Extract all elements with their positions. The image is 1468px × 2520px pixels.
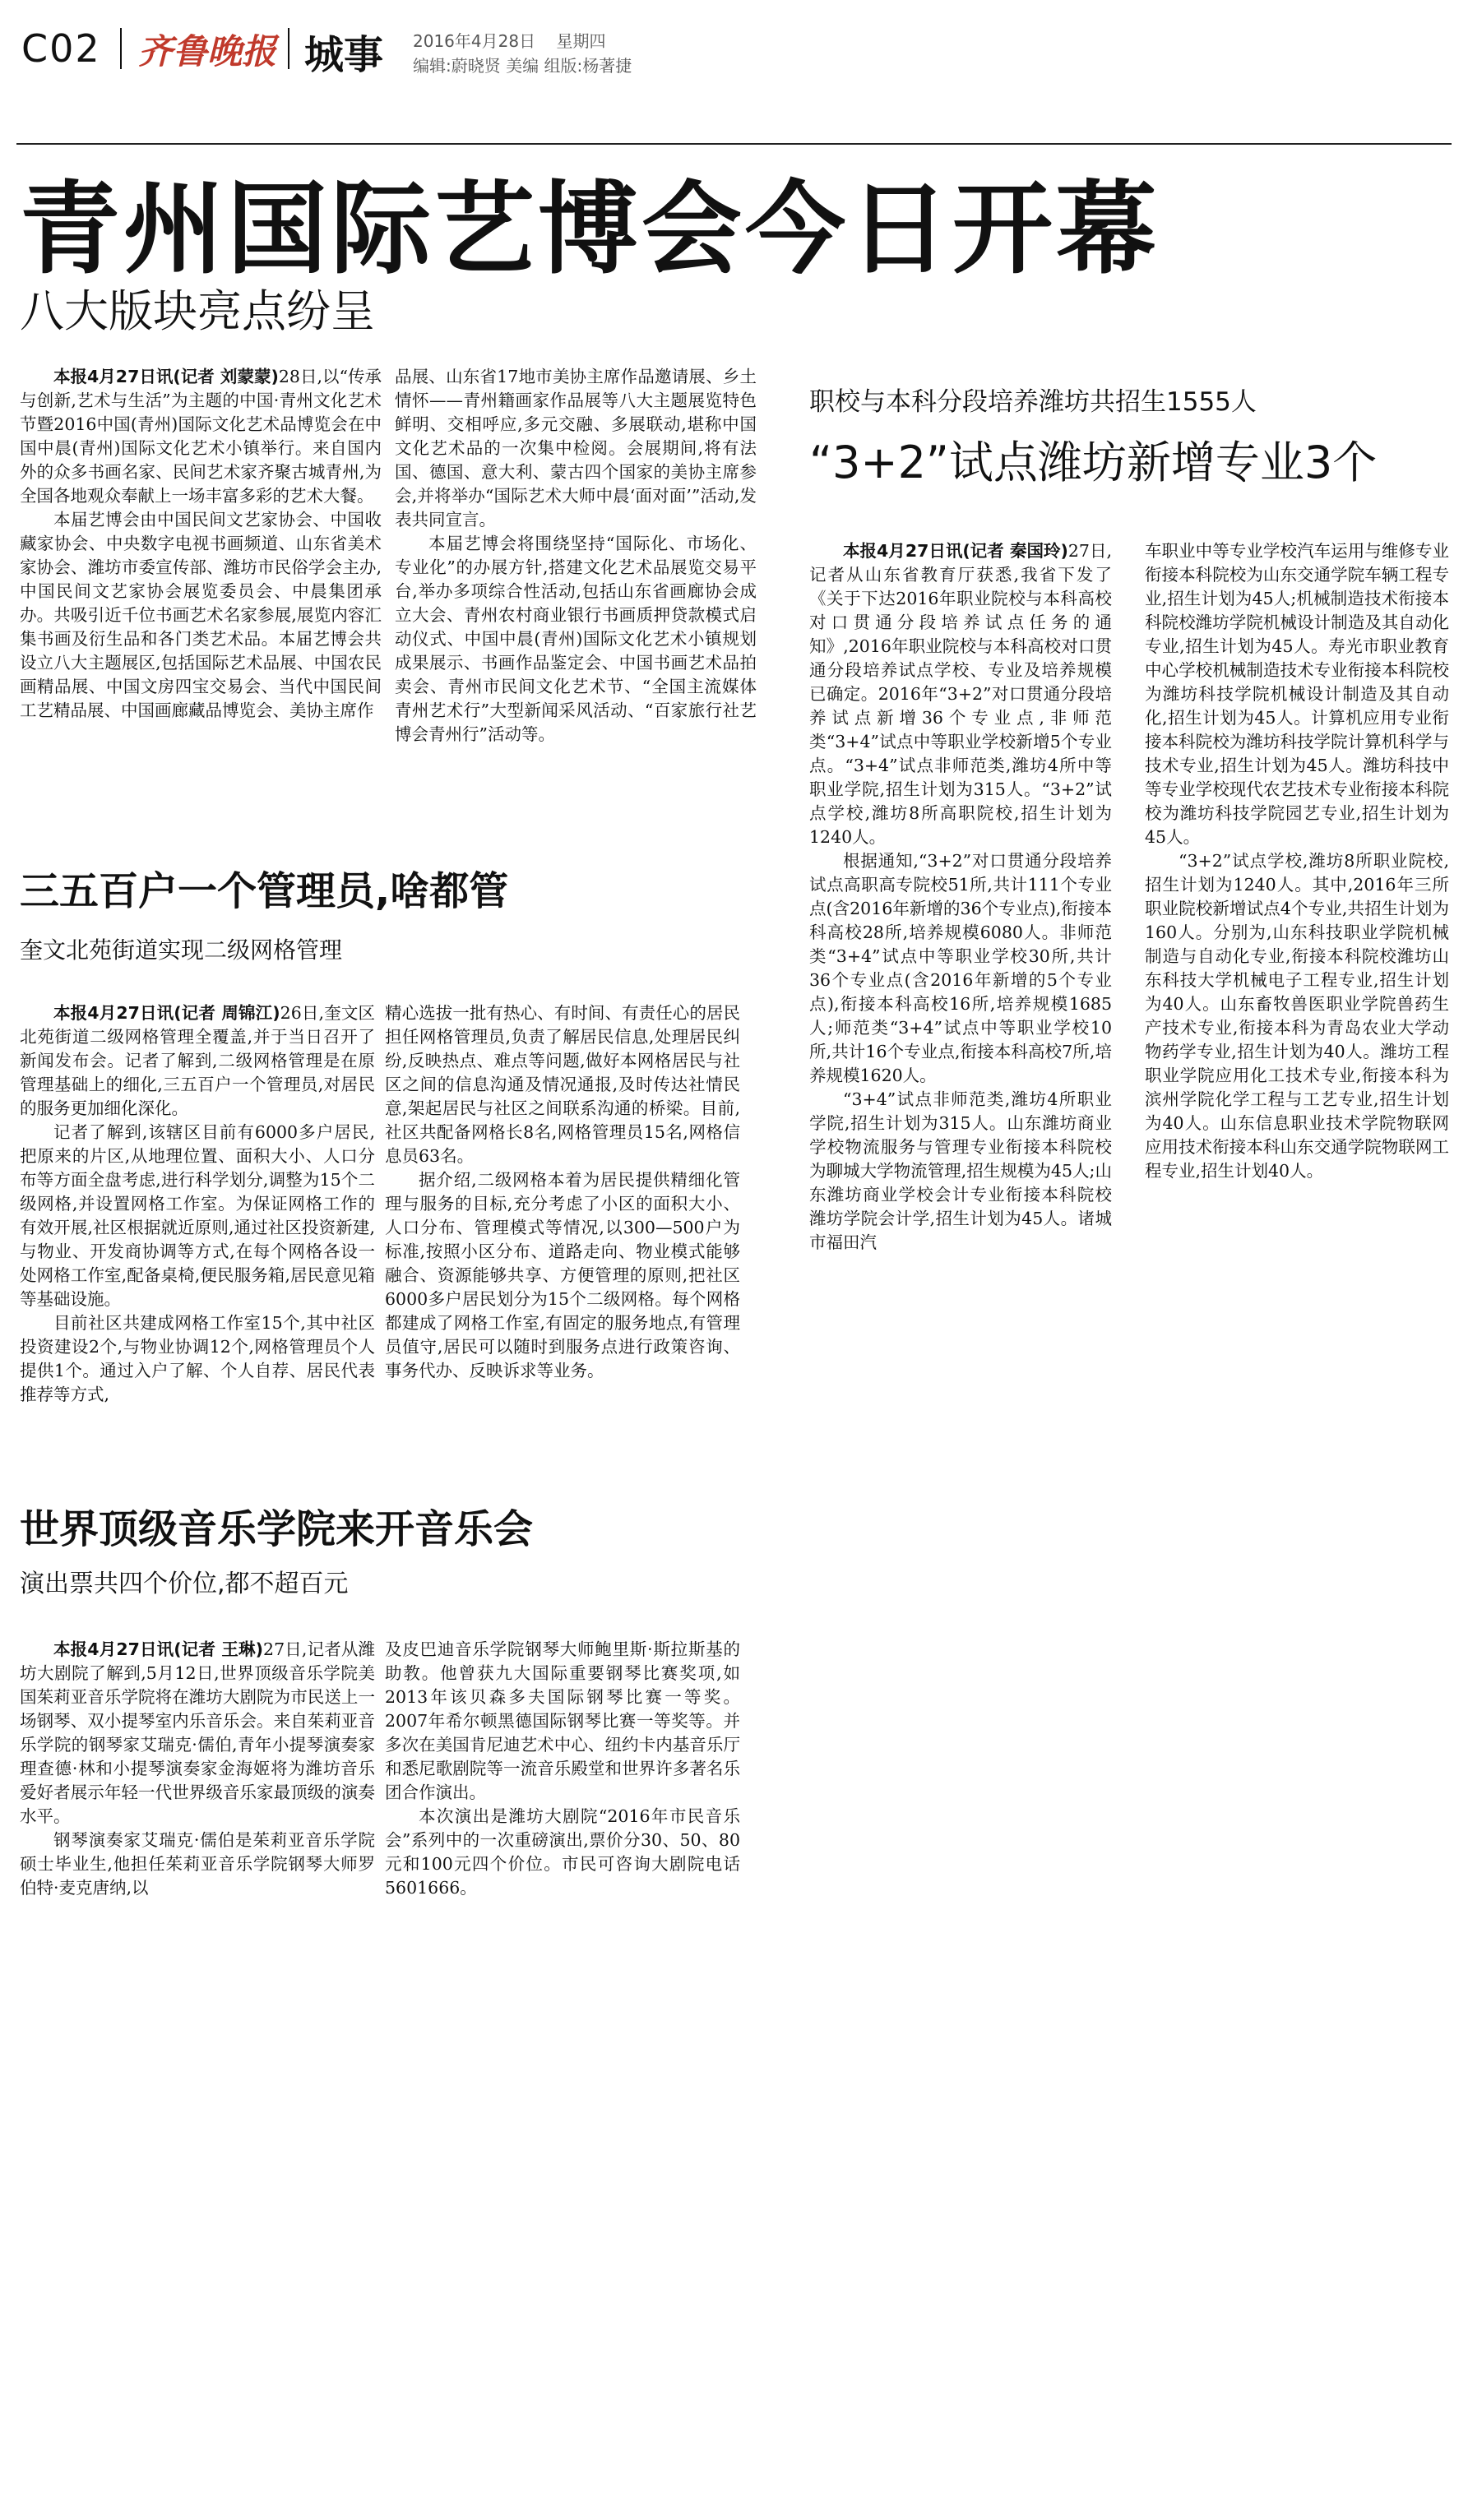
page-number: C02 (21, 26, 101, 71)
article-paragraph: 目前社区共建成网格工作室15个,其中社区投资建设2个,与物业协调12个,网格管理员个人提供1个。通过入户了解、个人自荐、居民代表推荐等方式, (20, 1313, 375, 1404)
article-paragraph: 品展、山东省17地市美协主席作品邀请展、乡土情怀——青州籍画家作品展等八大主题展览特色鲜明、交相呼应,多元交融、多展联动,堪称中国文化艺术品的一次集中检阅。会展期间,将有法国、德国、意大利、蒙古四个国家的美协主席参会,并将举办“国际艺术大师中晨‘面对面’”活动,发表共同宣言。 (395, 367, 757, 529)
page-header (16, 15, 1452, 78)
article-paragraph: 及皮巴迪音乐学院钢琴大师鲍里斯·斯拉斯基的助教。他曾获九大国际重要钢琴比赛奖项,如2013年该贝森多夫国际钢琴比赛一等奖。2007年希尔顿黑德国际钢琴比赛一等奖等。并多次在美国肯尼迪艺术中心、纽约卡内基音乐厅和悉尼歌剧院等一流音乐殿堂和世界许多著名乐团合作演出。 (385, 1639, 740, 1802)
divider (288, 28, 289, 69)
vocational-kicker: 职校与本科分段培养潍坊共招生1555人 (809, 387, 1257, 417)
divider (120, 28, 122, 69)
article-paragraph: 据介绍,二级网格本着为居民提供精细化管理与服务的目标,充分考虑了小区的面积大小、人口分布、管理模式等情况,以300—500户为标准,按照小区分布、道路走向、物业模式能够融合、资源能够共享、方便管理的原则,把社区6000多户居民划分为15个二级网格。每个网格都建成了网格工作室,有固定的服务地点,有管理员值守,居民可以随时到服务点进行政策咨询、事务代办、反映诉求等业务。 (385, 1170, 740, 1380)
vocational-headline: “3+2”试点潍坊新增专业3个 (809, 437, 1378, 488)
music-story-column-2 (385, 1638, 740, 1900)
lead-story-column-2 (395, 365, 757, 747)
grid-subheadline: 奎文北苑街道实现二级网格管理 (20, 936, 343, 964)
music-headline: 世界顶级音乐学院来开音乐会 (20, 1506, 534, 1552)
lead-subheadline: 八大版块亮点纷呈 (20, 285, 375, 337)
article-paragraph: 根据通知,“3+2”对口贯通分段培养试点高职高专院校51所,共计111个专业点(含2016年新增的36个专业点),衔接本科高校28所,培养规模6080人。非师范类“3+4”试点中等职业学校30所,共计36个专业点(含2016年新增的5个专业点),衔接本科高校16所,培养规模1685人;师范类“3+4”试点中等职业学校10所,共计16个专业点,衔接本科高校7所,培养规模1620人。 (809, 851, 1112, 1085)
editor-credits: 编辑:蔚晓贤 美编 组版:杨著捷 (413, 56, 632, 76)
byline: 本报4月27日讯(记者 周锦江) (53, 1003, 280, 1023)
byline: 本报4月27日讯(记者 秦国玲) (843, 541, 1068, 561)
article-paragraph: 精心选拔一批有热心、有时间、有责任心的居民担任网格管理员,负责了解居民信息,处理居民纠纷,反映热点、难点等问题,做好本网格居民与社区之间的信息沟通及情况通报,及时传达社情民意,架起居民与社区之间联系沟通的桥梁。目前,社区共配备网格长8名,网格管理员15名,网格信息员63名。 (385, 1003, 740, 1166)
issue-date: 2016年4月28日 (413, 31, 536, 51)
article-paragraph: 钢琴演奏家艾瑞克·儒伯是茱莉亚音乐学院硕士毕业生,他担任茱莉亚音乐学院钢琴大师罗伯特·麦克唐纳,以 (20, 1830, 375, 1898)
vocational-story-column-2 (1145, 539, 1449, 1183)
newspaper-logo: 齐鲁晚报 (138, 31, 277, 72)
lead-headline: 青州国际艺博会今日开幕 (20, 171, 1160, 288)
article-paragraph: 本届艺博会由中国民间文艺家协会、中国收藏家协会、中央数字电视书画频道、山东省美术家协会、潍坊市委宣传部、潍坊市民俗学会主办,中国民间文艺家协会展览委员会、中晨集团承办。共吸引近千位书画艺术名家参展,展览内容汇集书画及衍生品和各门类艺术品。本届艺博会共设立八大主题展区,包括国际艺术品展、中国农民画精品展、中国文房四宝交易会、当代中国民间工艺精品展、中国画廊藏品博览会、美协主席作 (20, 510, 382, 720)
header-rule (16, 143, 1452, 145)
article-paragraph: 本报4月27日讯(记者 秦国玲)27日,记者从山东省教育厅获悉,我省下发了《关于下达2016年职业院校与本科高校对口贯通分段培养试点任务的通知》,2016年职业院校与本科高校对口贯通分段培养试点学校、专业及培养规模已确定。2016年“3+2”对口贯通分段培养试点新增36个专业点,非师范类“3+4”试点中等职业学校新增5个专业点。“3+4”试点非师范类,潍坊4所中等职业学院,招生计划为315人。“3+2”试点学校,潍坊8所高职院校,招生计划为1240人。 (809, 541, 1112, 847)
grid-story-column-1 (20, 1001, 375, 1407)
grid-headline: 三五百户一个管理员,啥都管 (20, 868, 509, 914)
article-paragraph: 记者了解到,该辖区目前有6000多户居民,把原来的片区,从地理位置、面积大小、人口分布等方面全盘考虑,进行科学划分,调整为15个二级网格,并设置网格工作室。为保证网格工作的有效开展,社区根据就近原则,通过社区投资新建,与物业、开发商协调等方式,在每个网格各设一处网格工作室,配备桌椅,便民服务箱,居民意见箱等基础设施。 (20, 1122, 375, 1309)
article-paragraph: 本报4月27日讯(记者 刘蒙蒙)28日,以“传承与创新,艺术与生活”为主题的中国·青州文化艺术节暨2016中国(青州)国际文化艺术品博览会在中国中晨(青州)国际文化艺术小镇举行。来自国内外的众多书画名家、民间艺术家齐聚古城青州,为全国各地观众奉献上一场丰富多彩的艺术大餐。 (20, 367, 382, 506)
issue-date-line (413, 28, 606, 52)
grid-story-column-2 (385, 1001, 740, 1383)
article-paragraph: “3+4”试点非师范类,潍坊4所职业学院,招生计划为315人。山东潍坊商业学校物流服务与管理专业衔接本科院校为聊城大学物流管理,招生规模为45人;山东潍坊商业学校会计专业衔接本科院校潍坊学院会计学,招生计划为45人。诸城市福田汽 (809, 1089, 1112, 1252)
article-paragraph: “3+2”试点学校,潍坊8所职业院校,招生计划为1240人。其中,2016年三所职业院校新增试点4个专业,共招生计划为160人。分别为,山东科技职业学院机械制造与自动化专业,衔接本科院校潍坊山东科技大学机械电子工程专业,招生计划为40人。山东畜牧兽医职业学院兽药生产技术专业,衔接本科为青岛农业大学动物药学专业,招生计划为40人。潍坊工程职业学院应用化工技术专业,衔接本科为滨州学院化学工程与工艺专业,招生计划为40人。山东信息职业技术学院物联网应用技术衔接本科山东交通学院物联网工程专业,招生计划40人。 (1145, 851, 1449, 1181)
issue-weekday: 星期四 (556, 31, 606, 51)
article-paragraph: 车职业中等专业学校汽车运用与维修专业衔接本科院校为山东交通学院车辆工程专业,招生计划为45人;机械制造技术衔接本科院校潍坊学院机械设计制造及其自动化专业,招生计划为45人。寿光市职业教育中心学校机械制造技术专业衔接本科院校为潍坊科技学院机械设计制造及其自动化,招生计划为45人。计算机应用专业衔接本科院校为潍坊科技学院计算机科学与技术专业,招生计划为45人。潍坊科技中等专业学校现代农艺技术专业衔接本科院校为潍坊科技学院园艺专业,招生计划为45人。 (1145, 541, 1449, 847)
article-paragraph: 本报4月27日讯(记者 周锦江)26日,奎文区北苑街道二级网格管理全覆盖,并于当日召开了新闻发布会。记者了解到,二级网格管理是在原管理基础上的细化,三五百户一个管理员,对居民的服务更加细化深化。 (20, 1003, 375, 1118)
byline: 本报4月27日讯(记者 刘蒙蒙) (53, 367, 279, 386)
music-subheadline: 演出票共四个价位,都不超百元 (20, 1570, 349, 1598)
article-paragraph: 本届艺博会将围绕坚持“国际化、市场化、专业化”的办展方针,搭建文化艺术品展览交易平台,举办多项综合性活动,包括山东省画廊协会成立大会、青州农村商业银行书画质押贷款模式启动仪式、中国中晨(青州)国际文化艺术小镇规划成果展示、书画作品鉴定会、中国书画艺术品拍卖会、青州市民间文化艺术节、“全国主流媒体青州艺术行”大型新闻采风活动、“百家旅行社艺博会青州行”活动等。 (395, 534, 757, 744)
music-story-column-1 (20, 1638, 375, 1900)
article-paragraph: 本报4月27日讯(记者 王琳)27日,记者从潍坊大剧院了解到,5月12日,世界顶级音乐学院美国茱莉亚音乐学院将在潍坊大剧院为市民送上一场钢琴、双小提琴室内乐音乐会。来自茱莉亚音乐学院的钢琴家艾瑞克·儒伯,青年小提琴演奏家理查德·林和小提琴演奏家金海姬将为潍坊音乐爱好者展示年轻一代世界级音乐家最顶级的演奏水平。 (20, 1639, 375, 1826)
byline: 本报4月27日讯(记者 王琳) (53, 1639, 264, 1659)
section-name: 城事 (304, 32, 384, 78)
article-paragraph: 本次演出是潍坊大剧院“2016年市民音乐会”系列中的一次重磅演出,票价分30、50、80元和100元四个价位。市民可咨询大剧院电话5601666。 (385, 1806, 740, 1898)
vocational-story-column-1 (809, 539, 1112, 1255)
lead-story-column-1 (20, 365, 382, 723)
